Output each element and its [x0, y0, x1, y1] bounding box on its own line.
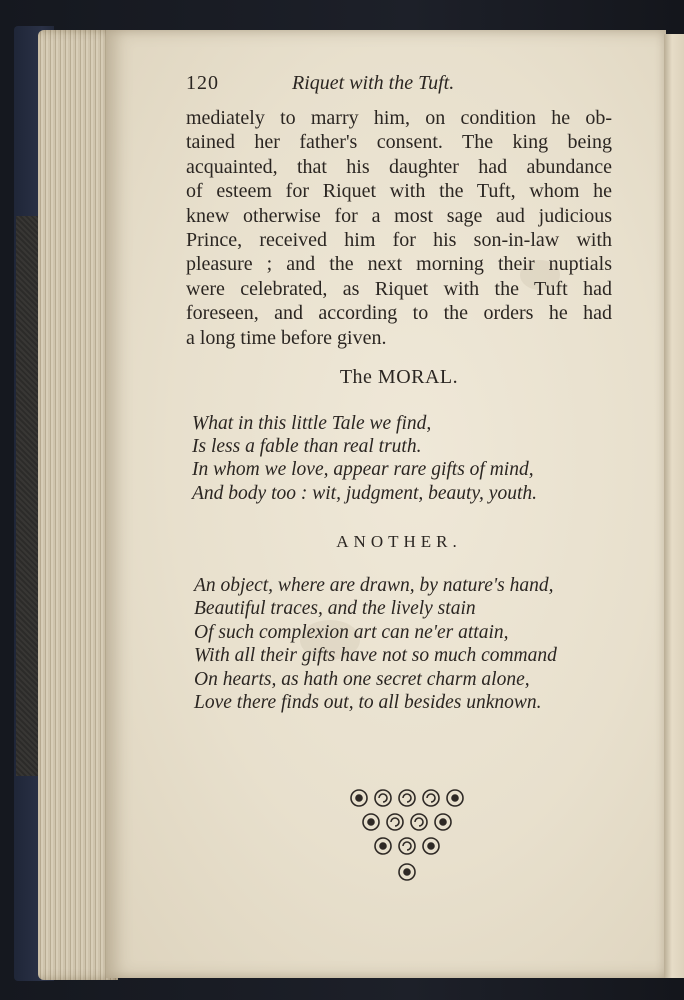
body-line: mediately to marry him, on condition he ob-	[186, 107, 612, 129]
verse-line: Of such complexion art can ne'er attain,	[194, 621, 509, 643]
running-title: Riquet with the Tuft.	[292, 72, 455, 94]
body-line: were celebrated, as Riquet with the Tuft had	[186, 277, 612, 300]
body-line: foreseen, and according to the orders he had	[186, 302, 612, 325]
body-line: tained her father's consent. The king being	[186, 131, 612, 154]
moral-heading: The MORAL.	[339, 366, 459, 388]
verse-line: On hearts, as hath one secret charm alone,	[194, 668, 530, 690]
rosette-row	[363, 814, 451, 830]
body-line: pleasure ; and the next morning their nuptials	[186, 253, 612, 276]
body-line: acquainted, that his daughter had abundance	[186, 155, 612, 178]
rosette-row	[399, 864, 415, 880]
verse-line: Is less a fable than real truth.	[192, 436, 422, 458]
another-heading: ANOTHER.	[336, 532, 462, 551]
rosette-row	[375, 838, 439, 854]
verse-line: What in this little Tale we find,	[192, 413, 432, 434]
tailpiece-ornament	[346, 786, 468, 886]
rosette-row	[351, 790, 463, 806]
body-line: Prince, received him for his son-in-law with	[186, 229, 612, 252]
verse-line: With all their gifts have not so much command	[194, 645, 557, 667]
verse-line: Love there finds out, to all besides unknown.	[194, 692, 542, 714]
page-number: 120	[186, 72, 219, 94]
verse-line: And body too : wit, judgment, beauty, youth.	[192, 482, 537, 504]
body-paragraph	[186, 106, 612, 350]
running-head	[186, 72, 616, 102]
body-line: of esteem for Riquet with the Tuft, whom he	[186, 180, 612, 203]
moral-verse	[192, 412, 537, 505]
verse-line: Beautiful traces, and the lively stain	[194, 598, 476, 620]
another-verse	[194, 574, 557, 714]
body-line: a long time before given.	[186, 326, 387, 349]
facing-page-edge	[664, 34, 684, 978]
verse-line: An object, where are drawn, by nature's hand,	[194, 575, 554, 596]
body-line: knew otherwise for a most sage aud judicious	[186, 204, 612, 227]
verse-line: In whom we love, appear rare gifts of mind,	[192, 459, 534, 481]
